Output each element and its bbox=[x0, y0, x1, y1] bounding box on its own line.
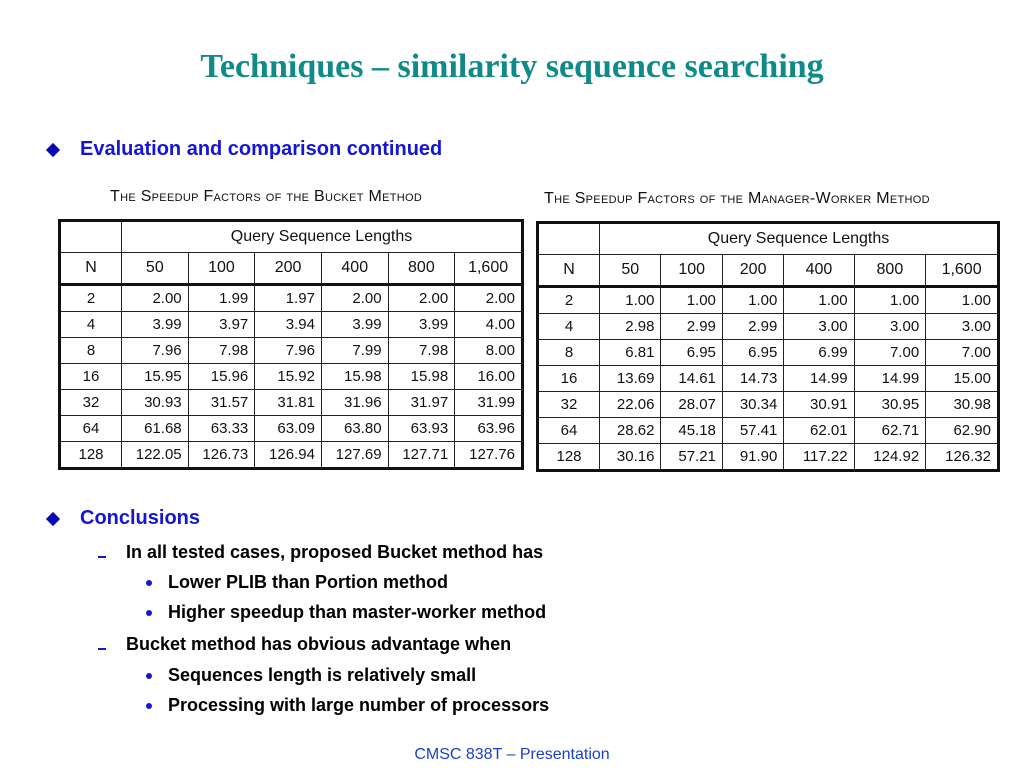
table-cell: 62.71 bbox=[854, 418, 926, 444]
conclusion-subpoint bbox=[146, 665, 476, 686]
table-row bbox=[538, 444, 999, 471]
column-header: 1,600 bbox=[926, 255, 999, 287]
table-cell: 30.93 bbox=[122, 390, 189, 416]
conclusion-subpoint-text: Processing with large number of processors bbox=[168, 695, 550, 715]
conclusion-subpoint bbox=[146, 572, 448, 593]
row-label-n: 8 bbox=[60, 338, 122, 364]
row-label-n: 32 bbox=[538, 392, 600, 418]
table-cell: 15.98 bbox=[388, 364, 455, 390]
table-cell: 1.00 bbox=[784, 287, 854, 314]
table-cell: 3.00 bbox=[784, 314, 854, 340]
table-cell: 7.00 bbox=[854, 340, 926, 366]
table-cell: 3.94 bbox=[255, 312, 322, 338]
row-label-n: 64 bbox=[60, 416, 122, 442]
table-row bbox=[60, 312, 523, 338]
table-cell: 45.18 bbox=[661, 418, 722, 444]
table-cell: 14.99 bbox=[784, 366, 854, 392]
table-cell: 8.00 bbox=[455, 338, 523, 364]
table-cell: 126.32 bbox=[926, 444, 999, 471]
table-cell: 3.00 bbox=[926, 314, 999, 340]
diamond-bullet-icon bbox=[46, 142, 60, 156]
row-label-n: 16 bbox=[60, 364, 122, 390]
dash-bullet-icon bbox=[98, 556, 106, 558]
row-label-n: 32 bbox=[60, 390, 122, 416]
dot-bullet-icon bbox=[146, 610, 152, 616]
table-cell: 7.98 bbox=[188, 338, 255, 364]
table-row bbox=[538, 392, 999, 418]
row-header-n: N bbox=[538, 255, 600, 287]
table-cell: 62.90 bbox=[926, 418, 999, 444]
column-header: 100 bbox=[661, 255, 722, 287]
bullet-evaluation-text: Evaluation and comparison continued bbox=[80, 138, 443, 160]
group-header: Query Sequence Lengths bbox=[600, 223, 999, 255]
table-cell: 63.33 bbox=[188, 416, 255, 442]
table-cell: 2.99 bbox=[661, 314, 722, 340]
bullet-evaluation bbox=[48, 138, 442, 161]
table-cell: 15.96 bbox=[188, 364, 255, 390]
table-corner-cell bbox=[60, 221, 122, 253]
row-label-n: 4 bbox=[538, 314, 600, 340]
table-cell: 15.92 bbox=[255, 364, 322, 390]
table-cell: 63.80 bbox=[321, 416, 388, 442]
table-cell: 1.00 bbox=[600, 287, 661, 314]
conclusion-subpoint bbox=[146, 695, 549, 716]
table-cell: 2.99 bbox=[722, 314, 783, 340]
table-cell: 122.05 bbox=[122, 442, 189, 469]
table-cell: 1.97 bbox=[255, 285, 322, 312]
bullet-conclusions bbox=[48, 507, 200, 530]
column-header: 800 bbox=[388, 253, 455, 285]
table-row bbox=[538, 314, 999, 340]
table-cell: 14.73 bbox=[722, 366, 783, 392]
table-cell: 6.99 bbox=[784, 340, 854, 366]
table-cell: 2.98 bbox=[600, 314, 661, 340]
table-cell: 124.92 bbox=[854, 444, 926, 471]
table-cell: 4.00 bbox=[455, 312, 523, 338]
table-cell: 31.96 bbox=[321, 390, 388, 416]
table-cell: 1.99 bbox=[188, 285, 255, 312]
row-label-n: 4 bbox=[60, 312, 122, 338]
table-cell: 31.81 bbox=[255, 390, 322, 416]
table-cell: 6.81 bbox=[600, 340, 661, 366]
conclusion-subpoint-text: Sequences length is relatively small bbox=[168, 665, 477, 685]
column-header: 400 bbox=[784, 255, 854, 287]
table-cell: 30.98 bbox=[926, 392, 999, 418]
column-header: 200 bbox=[255, 253, 322, 285]
footer: CMSC 838T – Presentation bbox=[414, 746, 610, 763]
dash-bullet-icon bbox=[98, 648, 106, 650]
dot-bullet-icon bbox=[146, 703, 152, 709]
table-cell: 127.71 bbox=[388, 442, 455, 469]
column-header: 200 bbox=[722, 255, 783, 287]
row-label-n: 16 bbox=[538, 366, 600, 392]
table-cell: 91.90 bbox=[722, 444, 783, 471]
table-row bbox=[538, 418, 999, 444]
row-label-n: 64 bbox=[538, 418, 600, 444]
table-cell: 7.96 bbox=[255, 338, 322, 364]
right-table-caption: The Speedup Factors of the Manager-Worker Method bbox=[544, 190, 930, 207]
table-cell: 15.98 bbox=[321, 364, 388, 390]
column-header: 100 bbox=[188, 253, 255, 285]
table-cell: 63.09 bbox=[255, 416, 322, 442]
table-cell: 1.00 bbox=[926, 287, 999, 314]
table-cell: 2.00 bbox=[122, 285, 189, 312]
slide-title: Techniques – similarity sequence searching bbox=[200, 48, 824, 85]
column-header: 800 bbox=[854, 255, 926, 287]
table-cell: 7.99 bbox=[321, 338, 388, 364]
conclusion-point-2 bbox=[98, 634, 511, 655]
table-cell: 6.95 bbox=[661, 340, 722, 366]
table-cell: 14.99 bbox=[854, 366, 926, 392]
table-cell: 30.16 bbox=[600, 444, 661, 471]
conclusion-point-2-text: Bucket method has obvious advantage when bbox=[126, 634, 512, 654]
table-cell: 28.62 bbox=[600, 418, 661, 444]
table-cell: 127.76 bbox=[455, 442, 523, 469]
table-cell: 62.01 bbox=[784, 418, 854, 444]
table-cell: 57.41 bbox=[722, 418, 783, 444]
table-cell: 7.98 bbox=[388, 338, 455, 364]
table-cell: 1.00 bbox=[722, 287, 783, 314]
table-cell: 2.00 bbox=[321, 285, 388, 312]
table-row bbox=[538, 287, 999, 314]
conclusion-point-1-text: In all tested cases, proposed Bucket method has bbox=[126, 542, 544, 562]
row-label-n: 128 bbox=[538, 444, 600, 471]
table-cell: 7.96 bbox=[122, 338, 189, 364]
table-cell: 31.97 bbox=[388, 390, 455, 416]
table-cell: 3.99 bbox=[321, 312, 388, 338]
table-cell: 57.21 bbox=[661, 444, 722, 471]
conclusion-subpoint bbox=[146, 602, 546, 623]
table-cell: 1.00 bbox=[661, 287, 722, 314]
row-label-n: 2 bbox=[538, 287, 600, 314]
table-cell: 63.93 bbox=[388, 416, 455, 442]
table-cell: 3.99 bbox=[388, 312, 455, 338]
table-cell: 2.00 bbox=[388, 285, 455, 312]
left-table-caption: The Speedup Factors of the Bucket Method bbox=[110, 188, 423, 205]
table-cell: 13.69 bbox=[600, 366, 661, 392]
column-header: 50 bbox=[122, 253, 189, 285]
row-label-n: 128 bbox=[60, 442, 122, 469]
table-cell: 31.57 bbox=[188, 390, 255, 416]
table-cell: 117.22 bbox=[784, 444, 854, 471]
table-cell: 2.00 bbox=[455, 285, 523, 312]
bucket-speedup-table bbox=[58, 219, 524, 470]
table-cell: 61.68 bbox=[122, 416, 189, 442]
table-cell: 30.34 bbox=[722, 392, 783, 418]
table-cell: 6.95 bbox=[722, 340, 783, 366]
table-cell: 3.97 bbox=[188, 312, 255, 338]
table-cell: 14.61 bbox=[661, 366, 722, 392]
table-cell: 15.00 bbox=[926, 366, 999, 392]
table-row bbox=[60, 390, 523, 416]
conclusion-point-1 bbox=[98, 542, 543, 563]
table-cell: 28.07 bbox=[661, 392, 722, 418]
table-row bbox=[538, 340, 999, 366]
table-cell: 127.69 bbox=[321, 442, 388, 469]
table-cell: 7.00 bbox=[926, 340, 999, 366]
table-row bbox=[538, 366, 999, 392]
dot-bullet-icon bbox=[146, 580, 152, 586]
table-cell: 16.00 bbox=[455, 364, 523, 390]
column-header: 400 bbox=[321, 253, 388, 285]
column-header: 50 bbox=[600, 255, 661, 287]
column-header: 1,600 bbox=[455, 253, 523, 285]
table-cell: 63.96 bbox=[455, 416, 523, 442]
conclusion-subpoint-text: Lower PLIB than Portion method bbox=[168, 572, 448, 592]
table-row bbox=[60, 416, 523, 442]
dot-bullet-icon bbox=[146, 673, 152, 679]
table-row bbox=[60, 364, 523, 390]
table-row bbox=[60, 442, 523, 469]
table-row bbox=[60, 338, 523, 364]
conclusions-heading: Conclusions bbox=[80, 507, 201, 529]
table-cell: 15.95 bbox=[122, 364, 189, 390]
table-cell: 3.00 bbox=[854, 314, 926, 340]
group-header: Query Sequence Lengths bbox=[122, 221, 523, 253]
diamond-bullet-icon bbox=[46, 511, 60, 525]
table-cell: 22.06 bbox=[600, 392, 661, 418]
row-label-n: 8 bbox=[538, 340, 600, 366]
table-cell: 1.00 bbox=[854, 287, 926, 314]
table-cell: 126.73 bbox=[188, 442, 255, 469]
table-row bbox=[60, 285, 523, 312]
manager-worker-speedup-table bbox=[536, 221, 1000, 472]
table-cell: 31.99 bbox=[455, 390, 523, 416]
row-label-n: 2 bbox=[60, 285, 122, 312]
table-cell: 3.99 bbox=[122, 312, 189, 338]
row-header-n: N bbox=[60, 253, 122, 285]
table-cell: 126.94 bbox=[255, 442, 322, 469]
conclusion-subpoint-text: Higher speedup than master-worker method bbox=[168, 602, 547, 622]
table-corner-cell bbox=[538, 223, 600, 255]
table-cell: 30.91 bbox=[784, 392, 854, 418]
table-cell: 30.95 bbox=[854, 392, 926, 418]
